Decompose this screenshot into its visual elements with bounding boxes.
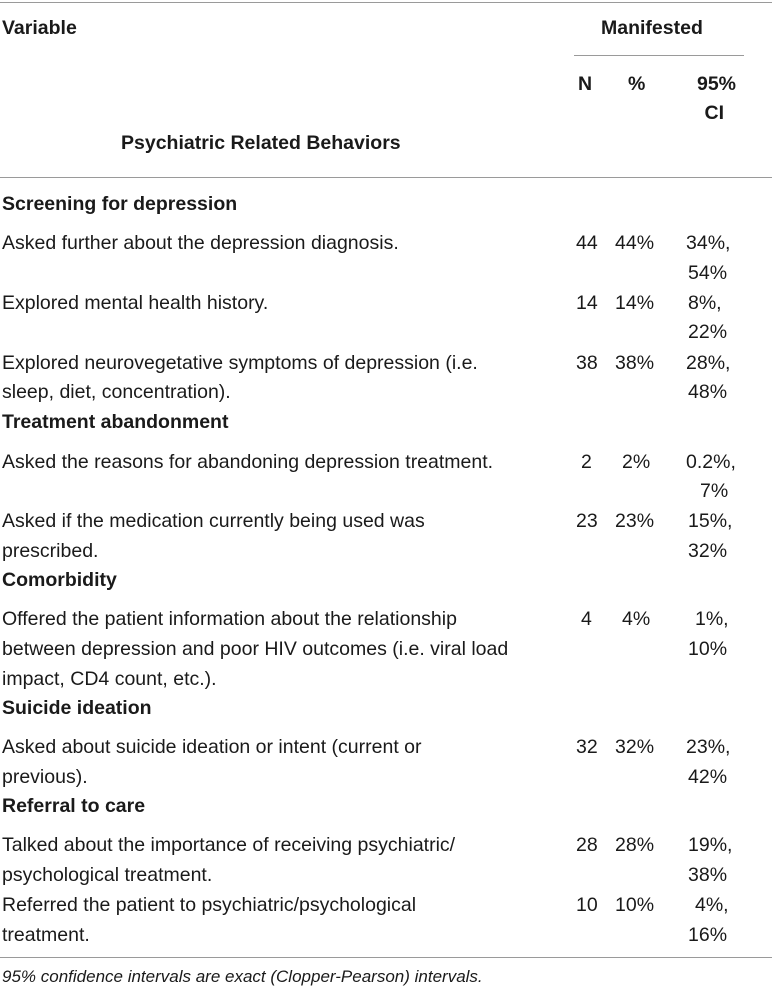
row-pct: 28% <box>615 834 655 856</box>
row-ci-low: 8%, <box>688 292 722 314</box>
row-n: 14 <box>576 292 598 314</box>
row-description: treatment. <box>2 924 90 946</box>
row-pct: 44% <box>615 232 655 254</box>
row-description: Asked further about the depression diagnosis. <box>2 232 399 254</box>
row-n: 2 <box>581 451 592 473</box>
row-description: previous). <box>2 766 88 788</box>
row-ci-low: 28%, <box>686 352 731 374</box>
row-description: Referred the patient to psychiatric/psychological <box>2 894 417 916</box>
row-ci-high: 38% <box>688 864 728 886</box>
row-ci-high: 32% <box>688 540 728 562</box>
section-title: Referral to care <box>2 795 146 817</box>
row-ci-high: 16% <box>688 924 728 946</box>
row-pct: 2% <box>622 451 651 473</box>
bottom-rule <box>0 957 772 958</box>
row-ci-high: 22% <box>688 321 728 343</box>
row-description: Asked about suicide ideation or intent (current or <box>2 736 422 758</box>
row-ci-low: 19%, <box>688 834 733 856</box>
row-ci-low: 15%, <box>688 510 733 532</box>
row-n: 32 <box>576 736 598 758</box>
row-ci-high: 7% <box>700 480 729 502</box>
col-pct-header: % <box>628 73 646 95</box>
col-ci-header-line1: 95% <box>696 73 736 95</box>
row-ci-low: 23%, <box>686 736 731 758</box>
row-ci-low: 0.2%, <box>686 451 736 473</box>
row-description: Explored neurovegetative symptoms of depression (i.e. <box>2 352 478 374</box>
section-title: Comorbidity <box>2 569 117 591</box>
row-n: 10 <box>576 894 598 916</box>
row-n: 44 <box>576 232 598 254</box>
manifested-header: Manifested <box>601 17 703 39</box>
top-rule <box>0 2 772 3</box>
row-ci-high: 54% <box>688 262 728 284</box>
row-pct: 32% <box>615 736 655 758</box>
col-n-header: N <box>578 73 593 95</box>
row-n: 4 <box>581 608 592 630</box>
row-description: Asked the reasons for abandoning depression treatment. <box>2 451 494 473</box>
row-description: Talked about the importance of receiving psychiatric/ <box>2 834 456 856</box>
row-pct: 10% <box>615 894 655 916</box>
row-ci-low: 4%, <box>695 894 729 916</box>
row-n: 38 <box>576 352 598 374</box>
row-description: psychological treatment. <box>2 864 213 886</box>
row-ci-low: 34%, <box>686 232 731 254</box>
row-description: impact, CD4 count, etc.). <box>2 668 217 690</box>
row-description: Explored mental health history. <box>2 292 269 314</box>
row-ci-low: 1%, <box>695 608 729 630</box>
row-ci-high: 48% <box>688 381 728 403</box>
row-pct: 14% <box>615 292 655 314</box>
section-title: Treatment abandonment <box>2 411 229 433</box>
row-description: between depression and poor HIV outcomes (i.e. viral load <box>2 638 509 660</box>
row-n: 28 <box>576 834 598 856</box>
row-description: sleep, diet, concentration). <box>2 381 231 403</box>
row-ci-high: 10% <box>688 638 728 660</box>
section-title: Screening for depression <box>2 193 238 215</box>
row-ci-high: 42% <box>688 766 728 788</box>
row-pct: 38% <box>615 352 655 374</box>
col-ci-header-line2: CI <box>704 102 724 124</box>
subheader-label: Psychiatric Related Behaviors <box>121 132 401 154</box>
header-rule <box>0 177 772 178</box>
row-pct: 23% <box>615 510 655 532</box>
row-description: Asked if the medication currently being used was <box>2 510 425 532</box>
row-pct: 4% <box>622 608 651 630</box>
row-description: prescribed. <box>2 540 99 562</box>
table-footnote: 95% confidence intervals are exact (Clopper-Pearson) intervals. <box>2 967 483 986</box>
row-description: Offered the patient information about the relationship <box>2 608 457 630</box>
manifested-underline <box>574 55 744 56</box>
variable-header: Variable <box>2 17 77 39</box>
section-title: Suicide ideation <box>2 697 152 719</box>
row-n: 23 <box>576 510 598 532</box>
